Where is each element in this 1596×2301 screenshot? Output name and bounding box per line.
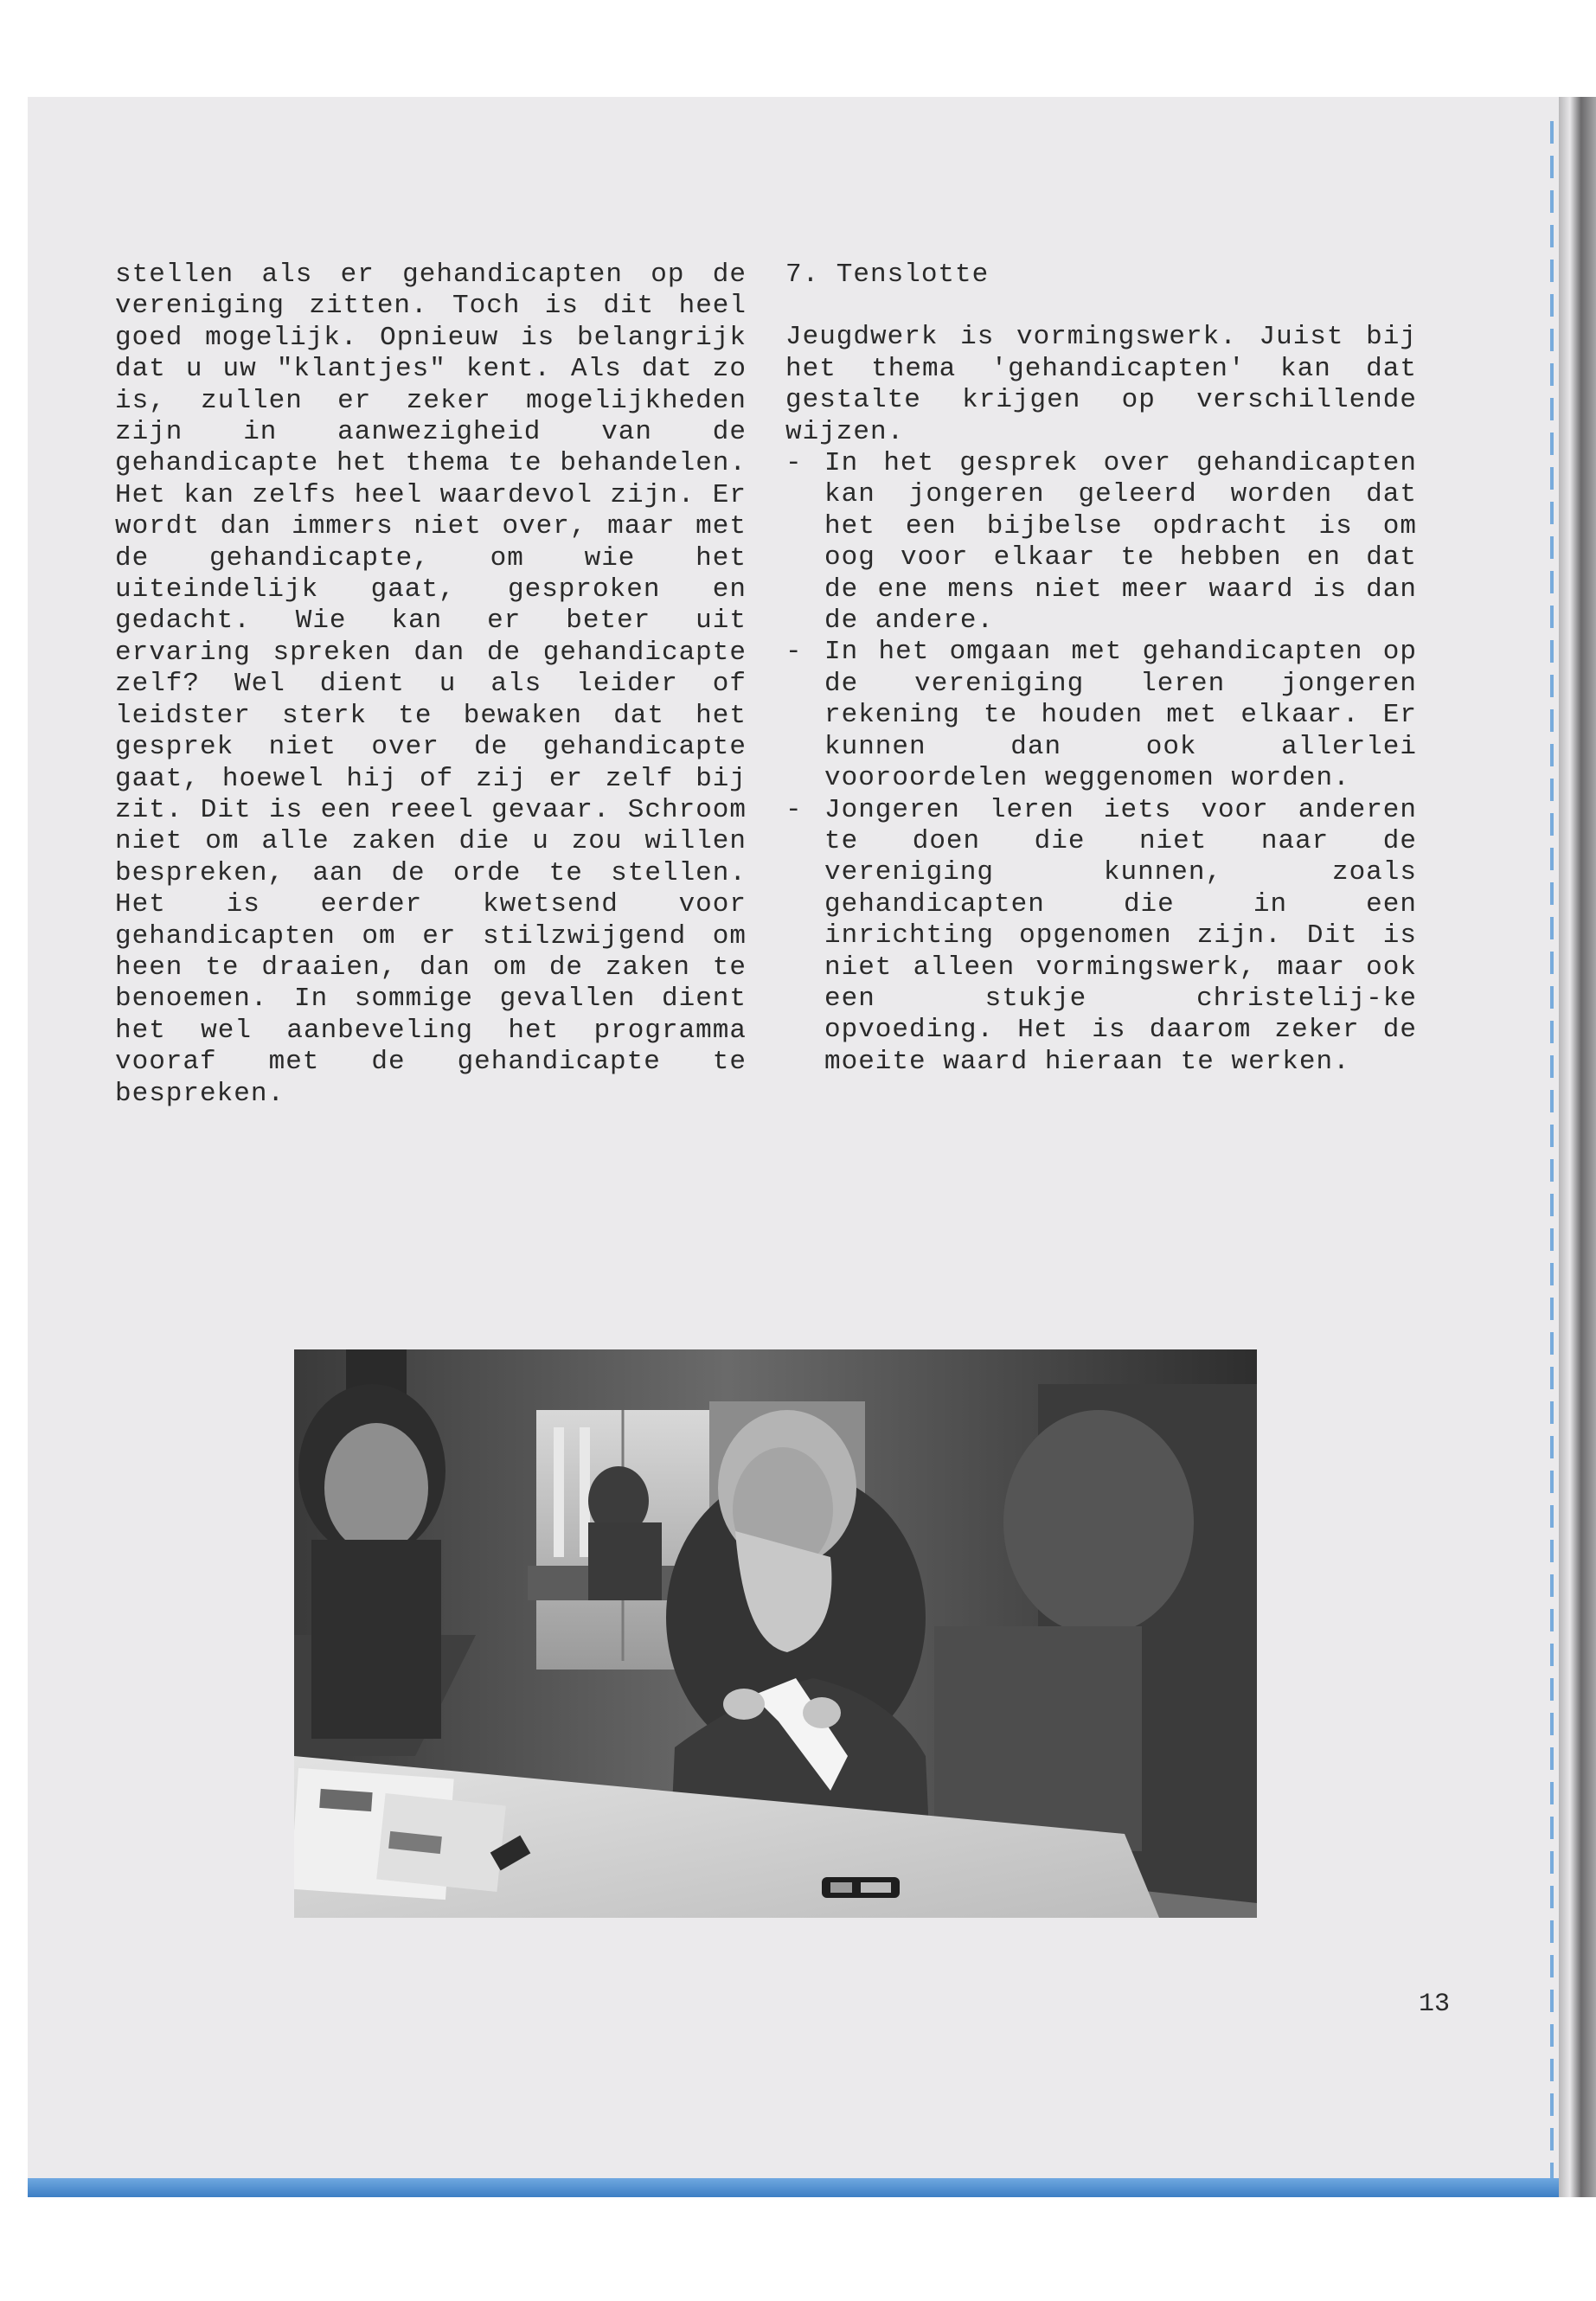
bullet-item — [785, 795, 1417, 1079]
bullet-dash: - — [785, 448, 803, 479]
scan-background-bottom — [0, 2197, 1596, 2301]
binding-marker-right — [1550, 121, 1554, 2180]
bullet-text: In het gesprek over gehandicapten kan jongeren geleerd worden dat het een bijbelse opdracht is om oog voor elkaar te hebben en dat de ene mens niet meer waard is dan de andere. — [824, 448, 1417, 637]
scan-background-top — [0, 0, 1596, 97]
bullet-list — [785, 448, 1417, 1078]
bullet-item — [785, 448, 1417, 637]
bullet-text: Jongeren leren iets voor anderen te doen die niet naar de vereniging kunnen, zoals gehandicapten die in een inrichting opgenomen zijn. Dit is niet alleen vormingswerk, maar ook een stukje christelij-ke opvoeding. Het is daarom zeker de moeite waard hieraan te werken. — [824, 794, 1417, 1077]
left-column-paragraph: stellen als er gehandicapten op de vereniging zitten. Toch is dit heel goed mogelijk. Opnieuw is belangrijk dat u uw "klantjes" kent. Als dat zo is, zullen er zeker mogelijkheden zijn in aanwezigheid van de gehandicapte het thema te behandelen. Het kan zelfs heel waardevol zijn. Er wordt dan immers niet over, maar met de gehandicapte, om wie het uiteindelijk gaat, gesproken en gedacht. Wie kan er beter uit ervaring spreken dan de gehandicapte zelf? Wel dient u als leider of leidster sterk te bewaken dat het gesprek niet over de gehandicapte gaat, hoewel hij of zij er zelf bij zit. Dit is een reeel gevaar. Schroom niet om alle zaken die u zou willen bespreken, aan de orde te stellen. Het is eerder kwetsend voor gehandicapten om er stilzwijgend om heen te draaien, dan om de zaken te benoemen. In sommige gevallen dient het wel aanbeveling het programma vooraf met de gehandicapte te bespreken. — [115, 260, 747, 1109]
bullet-dash: - — [785, 794, 803, 825]
bullet-dash: - — [785, 637, 803, 668]
binding-strip-bottom — [28, 2178, 1559, 2197]
photo-illustration — [294, 1349, 1257, 1918]
left-text-column — [115, 260, 747, 1110]
bullet-text: In het omgaan met gehandicapten op de vereniging leren jongeren rekening te houden met elkaar. Er kunnen dan ook allerlei vooroordelen weggenomen worden. — [824, 637, 1417, 794]
intro-paragraph: Jeugdwerk is vormingswerk. Juist bij het thema 'gehandicapten' kan dat gestalte krijgen op verschillende wijzen. — [785, 322, 1417, 447]
page-number: 13 — [1419, 1990, 1451, 2019]
bullet-item — [785, 637, 1417, 794]
right-text-column — [785, 260, 1417, 1078]
photo-children-at-table — [294, 1349, 1257, 1918]
section-heading: 7. Tenslotte — [785, 260, 990, 290]
page-binding-edge — [1559, 97, 1596, 2214]
